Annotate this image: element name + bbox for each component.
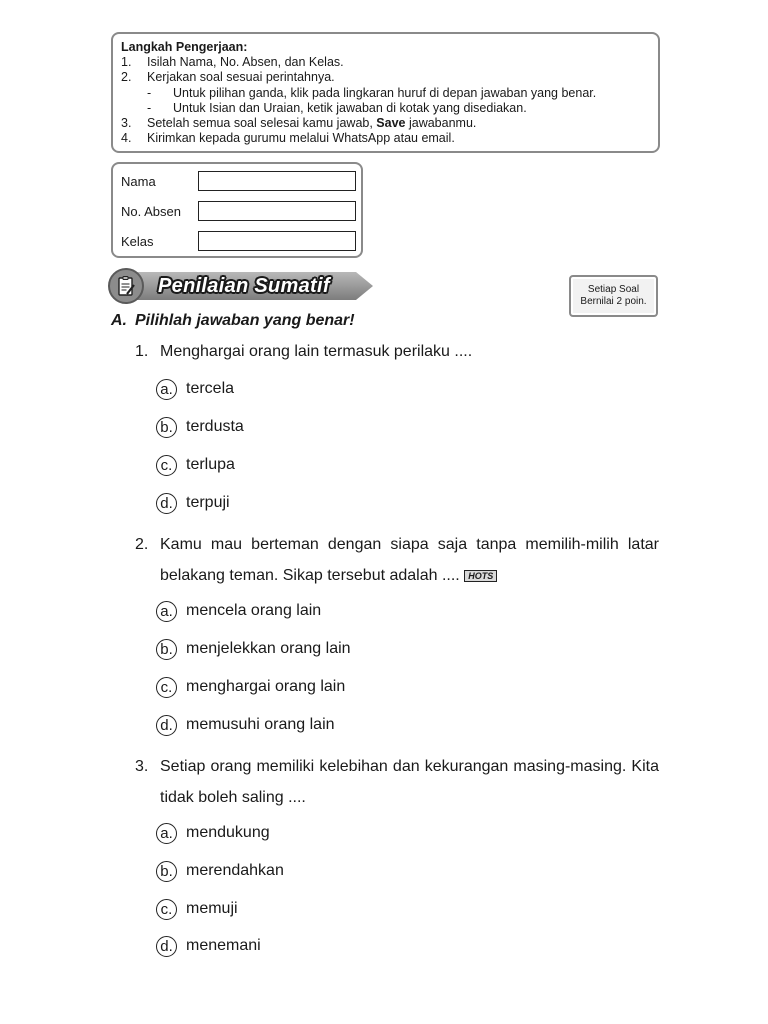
option-circle[interactable]: c. <box>156 455 177 476</box>
instruction-substep <box>121 101 650 116</box>
option-3a[interactable] <box>156 822 270 844</box>
question-number: 2. <box>135 536 149 553</box>
option-circle[interactable]: b. <box>156 639 177 660</box>
option-circle[interactable]: a. <box>156 601 177 622</box>
nama-label: Nama <box>121 173 156 189</box>
option-circle[interactable]: d. <box>156 715 177 736</box>
option-1d[interactable] <box>156 492 230 514</box>
instruction-step <box>121 131 650 146</box>
step-text: Isilah Nama, No. Absen, dan Kelas. <box>147 55 344 70</box>
option-1a[interactable] <box>156 378 234 400</box>
step-text: Kirimkan kepada gurumu melalui WhatsApp atau email. <box>147 131 455 146</box>
clipboard-pencil-icon <box>108 268 144 304</box>
no-absen-label: No. Absen <box>121 203 181 219</box>
option-circle[interactable]: c. <box>156 677 177 698</box>
section-banner <box>108 268 373 304</box>
option-circle[interactable]: a. <box>156 379 177 400</box>
option-1b[interactable] <box>156 416 244 438</box>
step-number: 2. <box>121 70 132 85</box>
step-text-bold: Save <box>376 116 406 131</box>
section-title <box>111 312 355 330</box>
option-text: tercela <box>186 380 235 397</box>
banner-title: Penilaian Sumatif <box>158 275 330 297</box>
substep-dash: - <box>147 85 152 100</box>
instructions-box <box>111 32 660 153</box>
substep-dash: - <box>147 100 152 115</box>
section-letter: A. <box>111 312 127 329</box>
option-circle[interactable]: d. <box>156 493 177 514</box>
identity-row-kelas <box>121 230 361 252</box>
question-text: Menghargai orang lain termasuk perilaku .... <box>160 343 473 360</box>
option-text: mencela orang lain <box>186 602 322 619</box>
question-3 <box>135 751 659 813</box>
instruction-step <box>121 55 650 70</box>
step-text-after: jawabanmu. <box>405 116 477 131</box>
nama-field[interactable] <box>198 171 356 191</box>
option-circle[interactable]: a. <box>156 823 177 844</box>
step-number: 4. <box>121 131 132 146</box>
option-circle[interactable]: b. <box>156 861 177 882</box>
identity-box <box>111 162 363 258</box>
option-text: terpuji <box>186 494 230 511</box>
instructions-title: Langkah Pengerjaan: <box>121 40 248 54</box>
score-note <box>569 275 658 317</box>
identity-row-absen <box>121 200 361 222</box>
option-2b[interactable] <box>156 638 351 660</box>
identity-row-nama <box>121 170 361 192</box>
instruction-substep <box>121 86 650 101</box>
kelas-field[interactable] <box>198 231 356 251</box>
step-number: 3. <box>121 116 132 131</box>
hots-badge: HOTS <box>464 570 497 582</box>
option-2c[interactable] <box>156 676 345 698</box>
option-3b[interactable] <box>156 860 284 882</box>
step-text: Kerjakan soal sesuai perintahnya. <box>147 70 335 85</box>
option-text: terlupa <box>186 456 235 473</box>
option-text: merendahkan <box>186 862 284 879</box>
question-text-body: Kamu mau berteman dengan siapa saja tanpa memilih-milih latar belakang teman. Sikap tersebut adalah .... <box>160 536 659 584</box>
kelas-label: Kelas <box>121 233 154 249</box>
question-text: Setiap orang memiliki kelebihan dan kekurangan masing-masing. Kita tidak boleh saling .... <box>160 758 659 806</box>
question-number: 1. <box>135 343 149 360</box>
question-1 <box>135 336 659 367</box>
question-2 <box>135 529 659 591</box>
option-text: memuji <box>186 900 238 917</box>
option-circle[interactable]: c. <box>156 899 177 920</box>
option-text: menemani <box>186 937 261 954</box>
option-3c[interactable] <box>156 898 238 920</box>
option-text: menghargai orang lain <box>186 678 346 695</box>
step-text-before: Setelah semua soal selesai kamu jawab, <box>147 116 377 131</box>
option-2d[interactable] <box>156 714 335 736</box>
instruction-step <box>121 116 650 131</box>
question-number: 3. <box>135 758 149 775</box>
step-number: 1. <box>121 55 132 70</box>
step-text <box>147 116 476 131</box>
substep-text: Untuk pilihan ganda, klik pada lingkaran huruf di depan jawaban yang benar. <box>173 85 597 100</box>
option-3d[interactable] <box>156 935 261 957</box>
option-text: menjelekkan orang lain <box>186 640 351 657</box>
option-circle[interactable]: d. <box>156 936 177 957</box>
score-note-line1: Setiap Soal <box>587 284 640 295</box>
question-text <box>160 529 659 591</box>
option-text: memusuhi orang lain <box>186 716 335 733</box>
option-circle[interactable]: b. <box>156 417 177 438</box>
substep-text: Untuk Isian dan Uraian, ketik jawaban di kotak yang disediakan. <box>173 100 527 115</box>
option-1c[interactable] <box>156 454 235 476</box>
option-text: terdusta <box>186 418 244 435</box>
instruction-step <box>121 70 650 85</box>
option-2a[interactable] <box>156 600 321 622</box>
option-text: mendukung <box>186 824 270 841</box>
no-absen-field[interactable] <box>198 201 356 221</box>
section-title-text: Pilihlah jawaban yang benar! <box>135 312 355 329</box>
score-note-line2: Bernilai 2 poin. <box>580 296 647 307</box>
